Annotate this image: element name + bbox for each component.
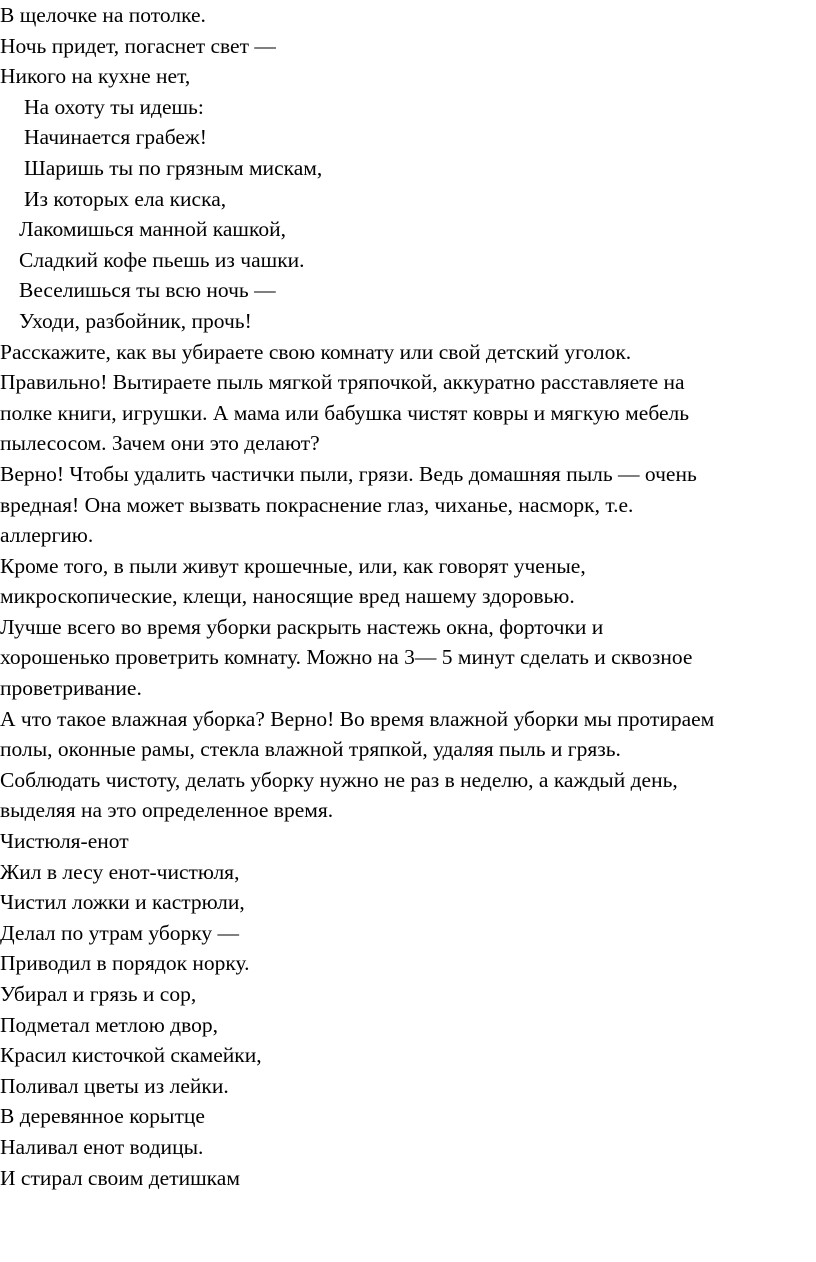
poem-line: Начинается грабеж! [24,125,207,150]
poem-line: В деревянное корытце [0,1104,205,1129]
poem-line: Наливал енот водицы. [0,1134,204,1159]
prose-line: проветривание. [0,676,142,701]
poem-line: И стирал своим детишкам [0,1165,240,1190]
prose-line: Кроме того, в пыли живут крошечные, или, как говорят ученые, [0,553,586,578]
prose-line: хорошенько проветрить комнату. Можно на 3— 5 минут сделать и сквозное [0,645,693,670]
poem-title: Чистюля-енот [0,829,129,854]
poem-line: Приводил в порядок норку. [0,951,250,976]
poem-line: Из которых ела киска, [24,186,227,211]
poem-line: Чистил ложки и кастрюли, [0,890,245,915]
prose-line: Соблюдать чистоту, делать уборку нужно не раз в неделю, а каждый день, [0,767,678,792]
poem-line: Поливал цветы из лейки. [0,1073,229,1098]
prose-line: Верно! Чтобы удалить частички пыли, грязи. Ведь домашняя пыль — очень [0,461,697,486]
poem-line: Сладкий кофе пьешь из чашки. [19,247,305,272]
prose-line: Расскажите, как вы убираете свою комнату или свой детский уголок. [0,339,632,364]
poem-line: Подметал метлою двор, [0,1012,218,1037]
prose-line: полке книги, игрушки. А мама или бабушка чистят ковры и мягкую мебель [0,400,690,425]
poem-line: Ночь придет, погаснет свет — [0,33,276,58]
prose-line: пылесосом. Зачем они это делают? [0,431,320,456]
poem-line: Делал по утрам уборку — [0,920,240,945]
prose-line: Лучше всего во время уборки раскрыть настежь окна, форточки и [0,614,604,639]
poem-line: Веселишься ты всю ночь — [19,278,276,303]
poem-line: Шаришь ты по грязным мискам, [24,155,323,180]
poem-line: Никого на кухне нет, [0,64,191,89]
poem-line: На охоту ты идешь: [24,94,204,119]
poem-line: В щелочке на потолке. [0,3,206,27]
prose-line: Правильно! Вытираете пыль мягкой тряпочкой, аккуратно расставляете на [0,370,685,395]
poem-line: Уходи, разбойник, прочь! [19,308,252,333]
poem-line: Убирал и грязь и сор, [0,982,197,1006]
prose-line: вредная! Она может вызвать покраснение глаз, чиханье, насморк, т.е. [0,492,634,517]
prose-line: микроскопические, клещи, наносящие вред нашему здоровью. [0,584,575,609]
prose-line: полы, оконные рамы, стекла влажной тряпкой, удаляя пыль и грязь. [0,737,621,762]
poem-line: Красил кисточкой скамейки, [0,1043,262,1068]
prose-line: А что такое влажная уборка? Верно! Во время влажной уборки мы протираем [0,706,715,731]
prose-line: аллергию. [0,523,94,548]
prose-line: выделяя на это определенное время. [0,798,334,823]
poem-line: Жил в лесу енот-чистюля, [0,859,240,884]
poem-line: Лакомишься манной кашкой, [19,217,286,242]
